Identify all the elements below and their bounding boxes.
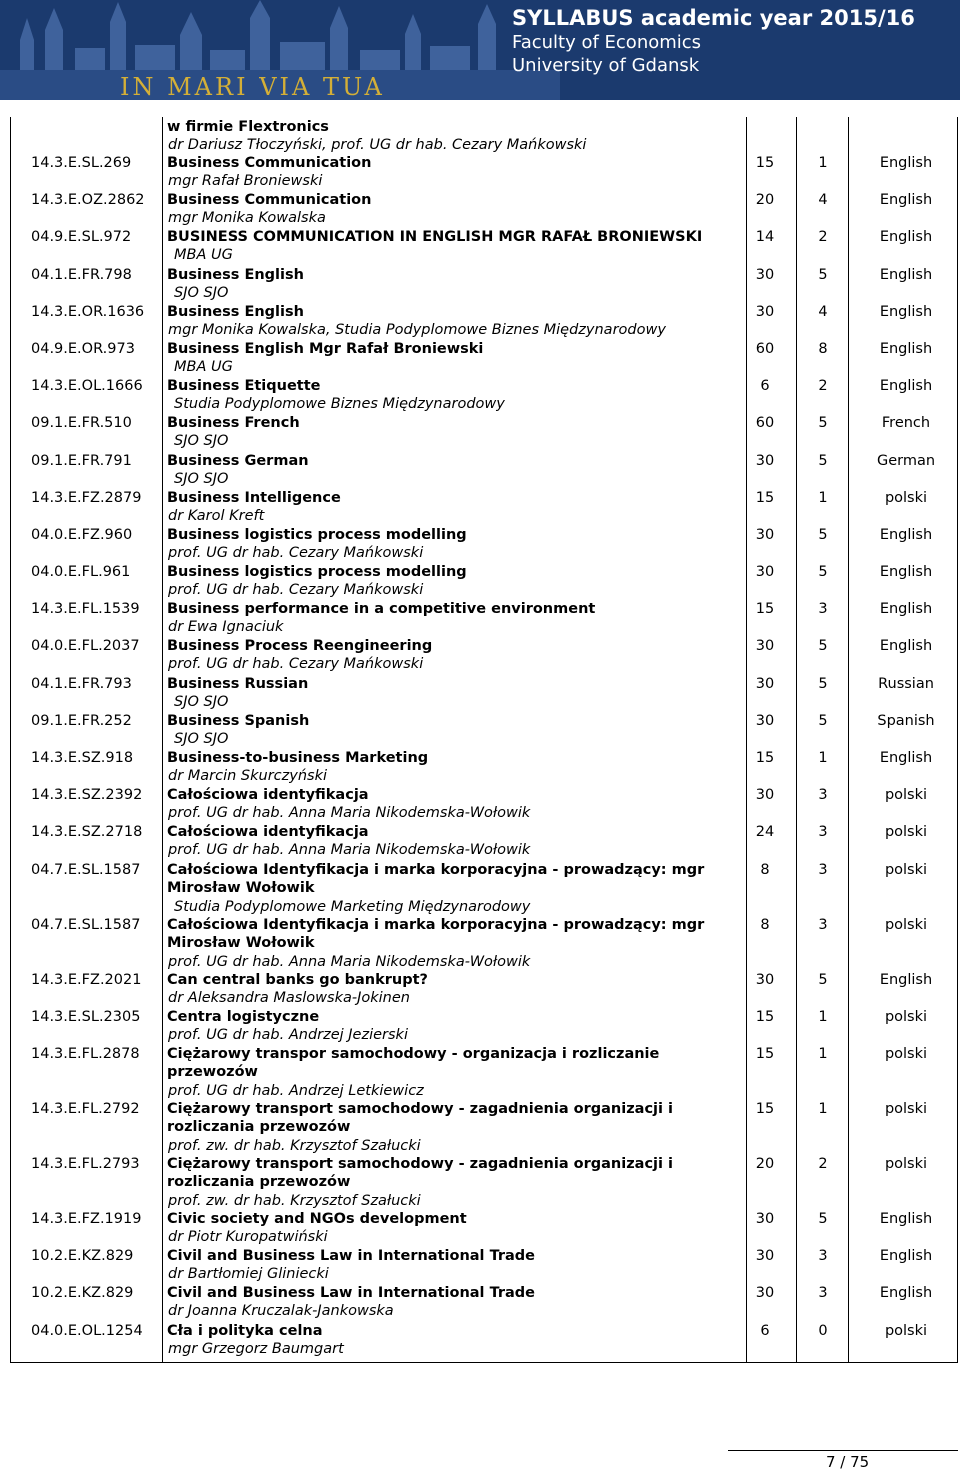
course-title: Civil and Business Law in International Trade xyxy=(167,1248,536,1265)
course-hours: 6 xyxy=(760,378,770,395)
course-lecturer: Studia Podyplomowe Marketing Międzynarodowy xyxy=(174,898,531,915)
course-lecturer: mgr Monika Kowalska, Studia Podyplomowe Biznes Międzynarodowy xyxy=(168,321,666,338)
course-ects: 0 xyxy=(818,1322,828,1339)
course-language: English xyxy=(879,1210,933,1227)
course-ects: 5 xyxy=(818,415,828,432)
course-title: Ciężarowy transport samochodowy - zagadnienia organizacji i rozliczania przewozów xyxy=(167,1155,674,1190)
course-language: English xyxy=(879,601,933,618)
course-lecturer: dr Marcin Skurczyński xyxy=(168,768,328,784)
course-code: 14.3.E.OZ.2862 xyxy=(31,192,145,209)
course-ects: 1 xyxy=(818,155,828,171)
table-row xyxy=(10,303,958,340)
syllabus-title: SYLLABUS academic year 2015/16 xyxy=(512,6,915,30)
gdansk-skyline-logo xyxy=(0,0,560,100)
course-lecturer: SJO SJO xyxy=(174,433,229,450)
course-hours: 30 xyxy=(755,675,775,692)
course-language: English xyxy=(879,1285,933,1302)
course-language: polski xyxy=(884,1100,928,1117)
course-hours: 30 xyxy=(755,564,775,581)
course-language: English xyxy=(879,378,933,395)
course-ects: 3 xyxy=(818,916,828,933)
course-hours: 30 xyxy=(755,787,775,804)
course-title: Business performance in a competitive environment xyxy=(167,601,596,618)
course-ects: 1 xyxy=(818,750,828,766)
course-lecturer: prof. UG dr hab. Anna Maria Nikodemska-Wołowik xyxy=(168,842,531,859)
course-code: 10.2.E.KZ.829 xyxy=(31,1285,134,1302)
logo-motto: IN MARI VIA TUA xyxy=(120,73,385,100)
table-row xyxy=(10,340,958,377)
course-language: English xyxy=(879,266,933,283)
course-ects: 2 xyxy=(818,229,828,246)
course-code: 04.1.E.FR.798 xyxy=(31,266,132,283)
course-lecturer: SJO SJO xyxy=(174,693,229,710)
course-code: 04.7.E.SL.1587 xyxy=(31,861,141,878)
table-row xyxy=(10,1210,958,1247)
course-language: polski xyxy=(884,916,928,933)
course-ects: 5 xyxy=(818,526,828,543)
course-hours: 8 xyxy=(760,916,770,933)
course-language: English xyxy=(879,638,933,655)
course-title: Cła i polityka celna xyxy=(167,1322,323,1339)
course-title: Całościowa Identyfikacja i marka korporacyjna - prowadzący: mgr Mirosław Wołowik xyxy=(167,916,705,951)
course-hours: 15 xyxy=(755,1008,775,1025)
course-language: Spanish xyxy=(877,712,935,729)
table-row xyxy=(10,1247,958,1284)
course-hours: 30 xyxy=(755,1248,775,1265)
course-code: 14.3.E.FZ.2021 xyxy=(31,971,142,988)
course-table xyxy=(10,117,958,1363)
course-hours: 15 xyxy=(755,155,775,171)
table-rows xyxy=(10,117,958,1359)
course-code: 04.7.E.SL.1587 xyxy=(31,916,141,933)
course-hours: 30 xyxy=(755,712,775,729)
course-title: Business Russian xyxy=(167,675,309,692)
course-hours: 30 xyxy=(755,1285,775,1302)
table-row xyxy=(10,1045,958,1100)
course-code: 14.3.E.SZ.2392 xyxy=(31,787,143,804)
course-hours: 8 xyxy=(760,861,770,878)
course-language: polski xyxy=(884,861,928,878)
course-ects: 5 xyxy=(818,712,828,729)
course-code: 09.1.E.FR.510 xyxy=(31,415,132,432)
course-language: English xyxy=(879,340,933,357)
course-ects: 5 xyxy=(818,971,828,988)
course-hours: 30 xyxy=(755,303,775,320)
course-title: BUSINESS COMMUNICATION IN ENGLISH MGR RAFAŁ BRONIEWSKI xyxy=(167,229,703,246)
table-row xyxy=(10,452,958,489)
course-code: 04.0.E.FZ.960 xyxy=(31,526,133,543)
footer-rule xyxy=(728,1450,958,1451)
course-ects: 3 xyxy=(818,787,828,804)
table-row xyxy=(10,154,958,191)
course-language: polski xyxy=(884,1155,928,1172)
course-code: 14.3.E.FZ.1919 xyxy=(31,1210,142,1227)
course-ects: 1 xyxy=(818,489,828,506)
course-lecturer: prof. UG dr hab. Cezary Mańkowski xyxy=(168,544,424,561)
table-row xyxy=(10,637,958,674)
course-title: Business French xyxy=(167,415,300,432)
course-language: polski xyxy=(884,787,928,804)
course-ects: 4 xyxy=(818,303,828,320)
course-code: 04.0.E.FL.961 xyxy=(31,564,131,581)
table-row xyxy=(10,228,958,265)
table-border-bottom xyxy=(10,1362,958,1363)
course-code: 14.3.E.FL.2792 xyxy=(31,1100,140,1117)
course-ects: 5 xyxy=(818,564,828,581)
course-language: English xyxy=(879,192,933,209)
course-title: Całościowa identyfikacja xyxy=(167,824,369,841)
course-language: English xyxy=(879,564,933,581)
table-row xyxy=(10,191,958,228)
course-lecturer: dr Aleksandra Maslowska-Jokinen xyxy=(168,989,410,1006)
course-language: English xyxy=(879,1248,933,1265)
course-ects: 5 xyxy=(818,452,828,469)
table-row xyxy=(10,1322,958,1359)
course-hours: 30 xyxy=(755,638,775,655)
course-language: English xyxy=(879,526,933,543)
course-title: Civic society and NGOs development xyxy=(167,1210,467,1227)
course-hours: 30 xyxy=(755,1210,775,1227)
course-title: Centra logistyczne xyxy=(167,1008,320,1025)
table-row xyxy=(10,414,958,451)
course-code: 14.3.E.SZ.2718 xyxy=(31,824,143,841)
course-language: German xyxy=(876,452,936,469)
course-lecturer: prof. UG dr hab. Andrzej Jezierski xyxy=(168,1026,408,1043)
course-code: 10.2.E.KZ.829 xyxy=(31,1248,134,1265)
course-ects: 1 xyxy=(818,1008,828,1025)
course-hours: 15 xyxy=(755,489,775,506)
header-text xyxy=(512,5,915,77)
course-ects: 1 xyxy=(818,1100,828,1117)
table-row xyxy=(10,526,958,563)
course-ects: 5 xyxy=(818,1210,828,1227)
course-title: Business Communication xyxy=(167,192,372,209)
course-code: 04.9.E.SL.972 xyxy=(31,229,132,246)
table-row xyxy=(10,1100,958,1155)
table-row xyxy=(10,749,958,786)
course-title: Business Communication xyxy=(167,155,372,171)
course-hours: 30 xyxy=(755,452,775,469)
course-hours: 15 xyxy=(755,601,775,618)
course-ects: 1 xyxy=(818,1045,828,1062)
course-title: Business-to-business Marketing xyxy=(167,750,429,766)
course-title: Business German xyxy=(167,452,309,469)
course-ects: 3 xyxy=(818,1248,828,1265)
course-lecturer: mgr Monika Kowalska xyxy=(168,210,326,227)
course-ects: 5 xyxy=(818,266,828,283)
course-lecturer: dr Bartłomiej Gliniecki xyxy=(168,1266,329,1283)
course-language: English xyxy=(879,303,933,320)
course-title: Business Spanish xyxy=(167,712,310,729)
course-lecturer: SJO SJO xyxy=(174,730,229,747)
course-lecturer: SJO SJO xyxy=(174,470,229,487)
course-title: Business Intelligence xyxy=(167,489,341,506)
course-hours: 6 xyxy=(760,1322,770,1339)
course-language: French xyxy=(881,415,931,432)
course-lecturer: prof. UG dr hab. Cezary Mańkowski xyxy=(168,582,424,599)
table-row-continued xyxy=(10,117,958,154)
course-lecturer: dr Karol Kreft xyxy=(168,507,265,524)
page-header xyxy=(0,0,960,100)
course-language: Russian xyxy=(878,675,934,692)
table-row xyxy=(10,1155,958,1210)
course-lecturer: mgr Grzegorz Baumgart xyxy=(168,1340,344,1357)
table-row xyxy=(10,1008,958,1045)
course-hours: 20 xyxy=(755,192,775,209)
course-hours: 15 xyxy=(755,1100,775,1117)
course-code: 14.3.E.FL.2793 xyxy=(31,1155,140,1172)
course-ects: 2 xyxy=(818,1155,828,1172)
course-title: Can central banks go bankrupt? xyxy=(167,971,428,988)
table-row xyxy=(10,823,958,860)
course-language: polski xyxy=(884,1322,928,1339)
course-hours: 30 xyxy=(755,526,775,543)
course-lecturer: mgr Rafał Broniewski xyxy=(168,173,323,189)
course-hours: 15 xyxy=(755,1045,775,1062)
page-number: 7 / 75 xyxy=(826,1453,870,1471)
course-code: 04.1.E.FR.793 xyxy=(31,675,132,692)
course-lecturer: SJO SJO xyxy=(174,284,229,301)
course-lecturer: MBA UG xyxy=(174,358,233,375)
course-title: Business logistics process modelling xyxy=(167,564,467,581)
course-language: English xyxy=(879,971,933,988)
table-row xyxy=(10,675,958,712)
course-title: Business logistics process modelling xyxy=(167,526,467,543)
table-row xyxy=(10,786,958,823)
course-ects: 3 xyxy=(818,601,828,618)
course-lecturer: prof. UG dr hab. Anna Maria Nikodemska-Wołowik xyxy=(168,953,531,970)
course-language: English xyxy=(879,750,933,766)
course-language: polski xyxy=(884,1045,928,1062)
course-lecturer: dr Joanna Kruczalak-Jankowska xyxy=(168,1303,394,1320)
table-row xyxy=(10,1284,958,1321)
course-ects: 3 xyxy=(818,861,828,878)
course-code: 14.3.E.FL.1539 xyxy=(31,601,140,618)
course-language: polski xyxy=(884,1008,928,1025)
course-lecturer: dr Piotr Kuropatwiński xyxy=(168,1228,328,1245)
course-language: English xyxy=(879,229,933,246)
course-ects: 2 xyxy=(818,378,828,395)
course-title: Civil and Business Law in International Trade xyxy=(167,1285,536,1302)
course-code: 14.3.E.OL.1666 xyxy=(31,378,143,395)
course-title: Ciężarowy transpor samochodowy - organizacja i rozliczanie przewozów xyxy=(167,1045,660,1080)
course-lecturer: prof. UG dr hab. Anna Maria Nikodemska-Wołowik xyxy=(168,805,531,822)
course-title: Ciężarowy transport samochodowy - zagadnienia organizacji i rozliczania przewozów xyxy=(167,1100,674,1135)
course-hours: 30 xyxy=(755,971,775,988)
faculty-name: Faculty of Economics xyxy=(512,32,702,53)
course-hours: 24 xyxy=(755,824,775,841)
course-title: Business Etiquette xyxy=(167,378,321,395)
course-code: 09.1.E.FR.252 xyxy=(31,712,132,729)
course-code: 14.3.E.SZ.918 xyxy=(31,750,134,766)
table-row xyxy=(10,861,958,916)
course-title: Business English xyxy=(167,266,304,283)
course-ects: 3 xyxy=(818,824,828,841)
course-lecturer: dr Dariusz Tłoczyński, prof. UG dr hab. Cezary Mańkowski xyxy=(168,137,587,153)
course-code: 04.0.E.FL.2037 xyxy=(31,638,140,655)
course-title: Całościowa Identyfikacja i marka korporacyjna - prowadzący: mgr Mirosław Wołowik xyxy=(167,861,705,896)
course-lecturer: prof. UG dr hab. Andrzej Letkiewicz xyxy=(168,1082,424,1099)
course-hours: 60 xyxy=(755,415,775,432)
table-row xyxy=(10,266,958,303)
course-code: 14.3.E.FL.2878 xyxy=(31,1045,140,1062)
course-title: Całościowa identyfikacja xyxy=(167,787,369,804)
course-lecturer: Studia Podyplomowe Biznes Międzynarodowy xyxy=(174,396,505,413)
course-hours: 20 xyxy=(755,1155,775,1172)
course-language: polski xyxy=(884,824,928,841)
course-title: Business English Mgr Rafał Broniewski xyxy=(167,340,484,357)
course-title: w firmie Flextronics xyxy=(167,119,329,135)
course-hours: 30 xyxy=(755,266,775,283)
course-hours: 60 xyxy=(755,340,775,357)
course-lecturer: MBA UG xyxy=(174,247,233,264)
course-language: English xyxy=(879,155,933,171)
table-row xyxy=(10,712,958,749)
course-code: 04.9.E.OR.973 xyxy=(31,340,135,357)
course-ects: 5 xyxy=(818,638,828,655)
course-ects: 8 xyxy=(818,340,828,357)
table-row xyxy=(10,971,958,1008)
course-lecturer: prof. zw. dr hab. Krzysztof Szałucki xyxy=(168,1192,421,1209)
course-hours: 15 xyxy=(755,750,775,766)
course-title: Business English xyxy=(167,303,304,320)
course-ects: 5 xyxy=(818,675,828,692)
course-code: 14.3.E.SL.2305 xyxy=(31,1008,141,1025)
course-hours: 14 xyxy=(755,229,775,246)
course-language: polski xyxy=(884,489,928,506)
course-code: 14.3.E.OR.1636 xyxy=(31,303,145,320)
table-row xyxy=(10,377,958,414)
course-ects: 4 xyxy=(818,192,828,209)
table-row xyxy=(10,916,958,971)
university-name: University of Gdansk xyxy=(512,55,700,76)
course-title: Business Process Reengineering xyxy=(167,638,433,655)
course-code: 14.3.E.SL.269 xyxy=(31,155,132,171)
course-code: 09.1.E.FR.791 xyxy=(31,452,132,469)
table-row xyxy=(10,489,958,526)
course-lecturer: prof. UG dr hab. Cezary Mańkowski xyxy=(168,656,424,673)
course-lecturer: dr Ewa Ignaciuk xyxy=(168,619,284,636)
course-code: 04.0.E.OL.1254 xyxy=(31,1322,143,1339)
course-lecturer: prof. zw. dr hab. Krzysztof Szałucki xyxy=(168,1137,421,1154)
course-code: 14.3.E.FZ.2879 xyxy=(31,489,142,506)
table-row xyxy=(10,600,958,637)
course-ects: 3 xyxy=(818,1285,828,1302)
table-row xyxy=(10,563,958,600)
